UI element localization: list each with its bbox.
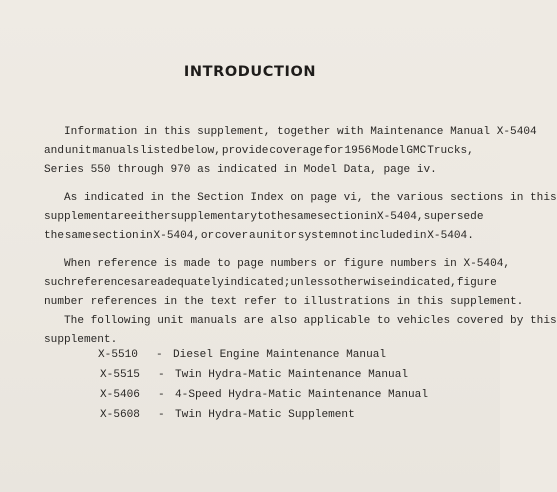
manual-dash: - xyxy=(158,369,165,381)
unit-manual-item xyxy=(100,369,408,381)
manual-code: X-5406 xyxy=(100,389,140,401)
paragraph-3-line-2: such references are adequately indicated; unless otherwise indicated, figure xyxy=(44,277,497,289)
unit-manual-item xyxy=(98,349,386,361)
manual-code: X-5608 xyxy=(100,409,140,421)
manual-title: Twin Hydra-Matic Maintenance Manual xyxy=(175,369,409,381)
paragraph-1-line-1: Information in this supplement, together with Maintenance Manual X-5404 xyxy=(64,126,537,138)
manual-title: Diesel Engine Maintenance Manual xyxy=(173,349,387,361)
paragraph-2-line-3: the same section in X-5404, or cover a unit or system not included in X-5404. xyxy=(44,230,474,242)
paragraph-1-line-3: Series 550 through 970 as indicated in Model Data, page iv. xyxy=(44,164,437,176)
paragraph-3-line-3: number references in the text refer to illustrations in this supplement. xyxy=(44,296,524,308)
paragraph-3-line-1: When reference is made to page numbers or figure numbers in X-5404, xyxy=(64,258,511,270)
manual-title: 4-Speed Hydra-Matic Maintenance Manual xyxy=(175,389,428,401)
unit-manual-item xyxy=(100,409,355,421)
manual-title: Twin Hydra-Matic Supplement xyxy=(175,409,355,421)
paragraph-4-line-1: The following unit manuals are also applicable to vehicles covered by this xyxy=(64,315,557,327)
paragraph-4-line-2: supplement. xyxy=(44,334,118,346)
paragraph-1-line-2: and unit manuals listed below, provide coverage for 1956 Model GMC Trucks, xyxy=(44,145,474,157)
paragraph-2-line-2: supplement are either supplementary to the same section in X-5404, supersede xyxy=(44,211,484,223)
paragraph-2-line-1: As indicated in the Section Index on page vi, the various sections in this xyxy=(64,192,557,204)
unit-manual-item xyxy=(100,389,428,401)
manual-dash: - xyxy=(158,409,165,421)
manual-dash: - xyxy=(156,349,163,361)
manual-dash: - xyxy=(158,389,165,401)
manual-code: X-5515 xyxy=(100,369,140,381)
manual-code: X-5510 xyxy=(98,349,138,361)
page-title: INTRODUCTION xyxy=(183,64,317,80)
